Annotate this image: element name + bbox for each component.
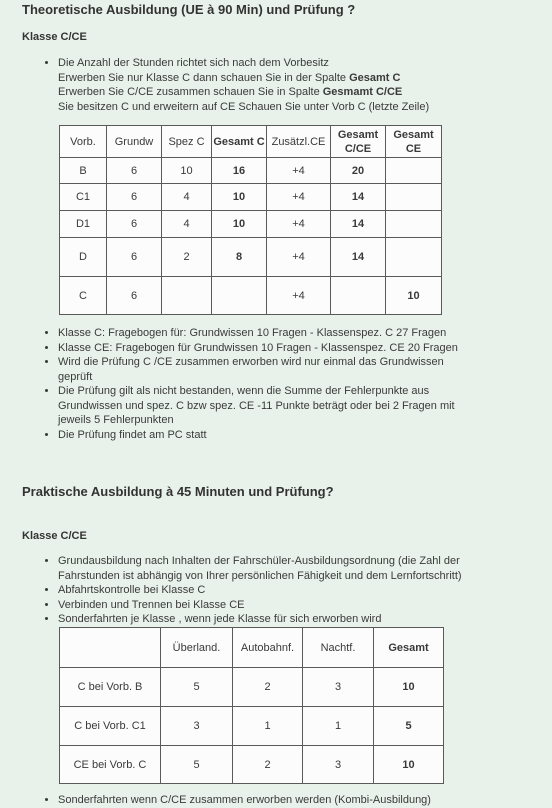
- section1-subtitle: Klasse C/CE: [22, 31, 87, 43]
- table-row: [60, 707, 444, 746]
- cut-off-list: [46, 793, 548, 808]
- cell: C bei Vorb. C1: [60, 707, 161, 746]
- col-header: Spez C: [162, 126, 212, 158]
- cell: [386, 238, 442, 277]
- table-row: [60, 746, 444, 784]
- list-item: • Abfahrtskontrolle bei Klasse C: [58, 583, 548, 598]
- col-header-text: Gesamt CE: [393, 128, 434, 155]
- cell: 6: [107, 158, 162, 184]
- cell: C1: [60, 184, 107, 211]
- cell: 10: [374, 746, 444, 784]
- cell: [386, 158, 442, 184]
- cell: 6: [107, 184, 162, 211]
- intro-item: [58, 56, 548, 114]
- cell: [386, 184, 442, 211]
- cell: 4: [162, 211, 212, 238]
- cell: +4: [267, 158, 331, 184]
- intro-line-2: Erwerben Sie nur Klasse C dann schauen Sie in der Spalte Gesamt C: [58, 71, 401, 84]
- intro-line-4: Sie besitzen C und erweitern auf CE Schauen Sie unter Vorb C (letzte Zeile): [58, 100, 430, 113]
- cell: 5: [161, 668, 233, 707]
- col-header: [386, 126, 442, 158]
- list-item: • Klasse C: Fragebogen für: Grundwissen 10 Fragen - Klassenspez. C 27 Fragen: [58, 326, 548, 341]
- table-row: [60, 184, 442, 211]
- cell: CE bei Vorb. C: [60, 746, 161, 784]
- cell: 5: [161, 746, 233, 784]
- cell: 14: [331, 238, 386, 277]
- cell: D: [60, 238, 107, 277]
- cell: 6: [107, 277, 162, 315]
- cell: 3: [303, 746, 374, 784]
- intro-list: [46, 56, 548, 114]
- intro-line-1: • Die Anzahl der Stunden richtet sich nach dem Vorbesitz: [58, 57, 329, 69]
- cell: 5: [374, 707, 444, 746]
- col-header: Gesamt: [374, 628, 444, 668]
- cell: +4: [267, 211, 331, 238]
- table-row: [60, 211, 442, 238]
- theory-hours-table: [59, 125, 442, 315]
- list-item: • Sonderfahrten wenn C/CE zusammen erworben werden (Kombi-Ausbildung): [58, 793, 548, 808]
- exam-info-list: [46, 326, 548, 442]
- cell: 10: [212, 184, 267, 211]
- col-header: [60, 628, 161, 668]
- cell: [212, 277, 267, 315]
- table-row: [60, 668, 444, 707]
- cell: 20: [331, 158, 386, 184]
- col-header: Gesamt C: [212, 126, 267, 158]
- cell: 10: [212, 211, 267, 238]
- cell: 3: [303, 668, 374, 707]
- cell: 6: [107, 211, 162, 238]
- cell: 8: [212, 238, 267, 277]
- cell: 6: [107, 238, 162, 277]
- list-item: • Die Prüfung gilt als nicht bestanden, wenn die Summe der Fehlerpunkte aus Grundwissen und spez. C bzw spez. CE -11 Punkte beträgt oder bei 2 Fragen mit jeweils 5 Fehlerpunkten: [58, 384, 473, 428]
- intro-line-3: Erwerben Sie C/CE zusammen schauen Sie in Spalte Gesmamt C/CE: [58, 86, 403, 98]
- list-item: • Sonderfahrten je Klasse , wenn jede Klasse für sich erworben wird: [58, 612, 548, 627]
- cell: 16: [212, 158, 267, 184]
- table-row: [60, 238, 442, 277]
- cell: 10: [162, 158, 212, 184]
- list-item: • Wird die Prüfung C /CE zusammen erworben wird nur einmal das Grundwissen geprüft: [58, 355, 468, 384]
- cell: 2: [162, 238, 212, 277]
- cell: B: [60, 158, 107, 184]
- table-header-row: [60, 126, 442, 158]
- section1-title: Theoretische Ausbildung (UE à 90 Min) und Prüfung ?: [22, 2, 356, 17]
- section2-subtitle: Klasse C/CE: [22, 530, 87, 542]
- list-item: • Verbinden und Trennen bei Klasse CE: [58, 598, 548, 613]
- col-header: Autobahnf.: [233, 628, 303, 668]
- cell: 1: [303, 707, 374, 746]
- cell: 14: [331, 184, 386, 211]
- col-header: Zusätzl.CE: [267, 126, 331, 158]
- col-header: Überland.: [161, 628, 233, 668]
- cell: C: [60, 277, 107, 315]
- cell: D1: [60, 211, 107, 238]
- section2-title: Praktische Ausbildung à 45 Minuten und Prüfung?: [22, 484, 334, 499]
- table-header-row: [60, 628, 444, 668]
- col-header: [331, 126, 386, 158]
- cell: 2: [233, 746, 303, 784]
- col-header-text: Gesamt C/CE: [337, 128, 379, 155]
- table-row: [60, 277, 442, 315]
- col-header: Vorb.: [60, 126, 107, 158]
- cell: C bei Vorb. B: [60, 668, 161, 707]
- cell: 3: [161, 707, 233, 746]
- cell: 1: [233, 707, 303, 746]
- cell: +4: [267, 277, 331, 315]
- table-row: [60, 158, 442, 184]
- special-drives-table: [59, 627, 444, 784]
- cell: 10: [386, 277, 442, 315]
- cell: 2: [233, 668, 303, 707]
- cell: +4: [267, 184, 331, 211]
- list-item: • Klasse CE: Fragebogen für Grundwissen 10 Fragen - Klassenspez. CE 20 Fragen: [58, 341, 548, 356]
- practical-info-list: [46, 554, 548, 627]
- cell: [386, 211, 442, 238]
- col-header: Nachtf.: [303, 628, 374, 668]
- list-item: • Grundausbildung nach Inhalten der Fahrschüler-Ausbildungsordnung (die Zahl der Fahrstunden ist abhängig von Ihrer persönlichen Fähigkeit und dem Lernfortschritt): [58, 554, 518, 583]
- list-item: • Die Prüfung findet am PC statt: [58, 428, 548, 443]
- col-header: Grundw: [107, 126, 162, 158]
- cell: [162, 277, 212, 315]
- cell: 10: [374, 668, 444, 707]
- cell: +4: [267, 238, 331, 277]
- cell: 14: [331, 211, 386, 238]
- cell: [331, 277, 386, 315]
- cell: 4: [162, 184, 212, 211]
